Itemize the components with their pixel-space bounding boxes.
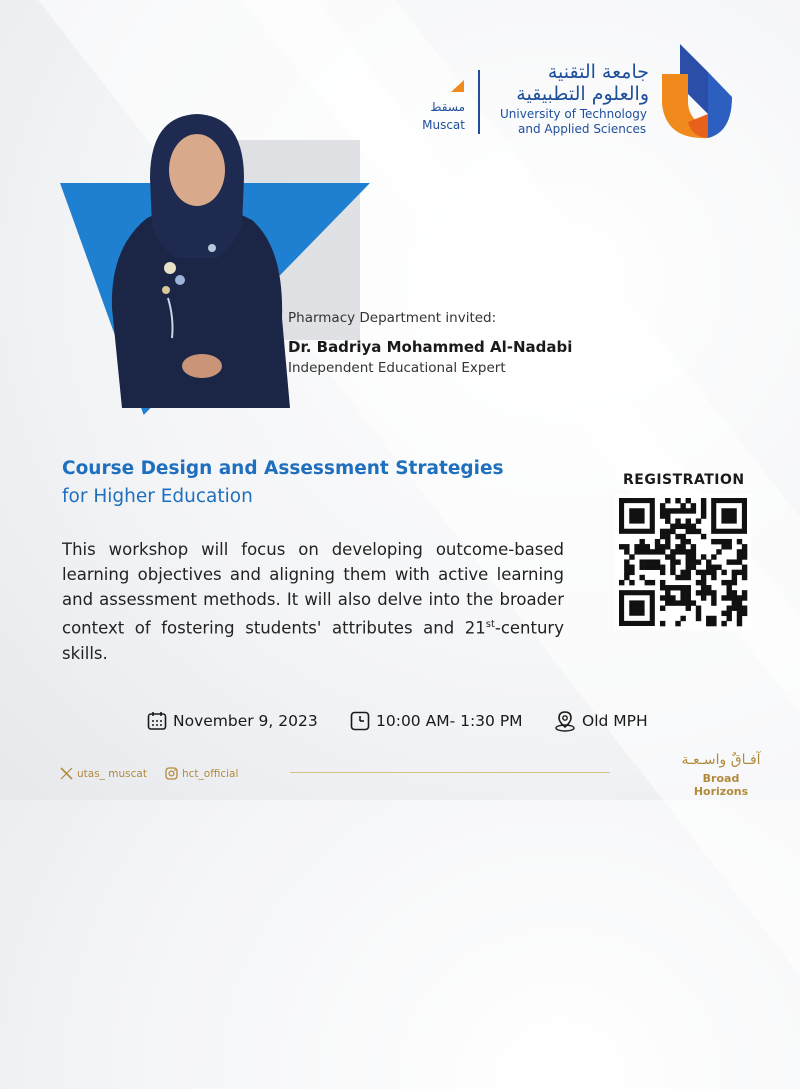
campus-name-english: Muscat (422, 118, 465, 132)
workshop-description: This workshop will focus on developing outcome-based learning objectives and aligning them with active learning and assessment methods. It will also delve into the broader context of fostering students' attributes and 21st-century skills. (62, 540, 564, 663)
event-location-text: Old MPH (582, 712, 648, 730)
event-location (554, 710, 648, 732)
twitter-handle-link[interactable] (60, 767, 147, 780)
footer-divider (290, 772, 610, 773)
speaker-role: Independent Educational Expert (288, 360, 506, 376)
invited-by-text: Pharmacy Department invited: (288, 310, 497, 326)
clock-icon (350, 711, 370, 731)
x-twitter-icon (60, 767, 73, 780)
workshop-title: Course Design and Assessment Strategies (62, 458, 504, 479)
workshop-subtitle: for Higher Education (62, 486, 253, 507)
muscat-logo-mark (451, 80, 464, 92)
speaker-name: Dr. Badriya Mohammed Al-Nadabi (288, 338, 573, 356)
event-date-text: November 9, 2023 (173, 712, 318, 730)
campus-name-arabic: مسقط (430, 100, 465, 114)
header-divider (478, 70, 480, 134)
university-name-english-line2: and Applied Sciences (518, 122, 647, 136)
registration-label: REGISTRATION (623, 472, 745, 488)
twitter-handle: utas_ muscat (77, 767, 147, 780)
calendar-icon (147, 711, 167, 731)
speaker-photo (92, 108, 298, 408)
instagram-icon (165, 767, 178, 780)
university-logo (662, 42, 732, 142)
location-icon (554, 710, 576, 732)
brand-slogan-english: Broad Horizons (693, 772, 749, 798)
event-time (350, 710, 523, 732)
university-name-english-line1: University of Technology (500, 107, 647, 121)
university-name-arabic-line1: جامعة التقنية (547, 61, 649, 83)
registration-qr-code[interactable] (615, 494, 751, 630)
event-date (147, 710, 318, 732)
university-name-arabic-line2: والعلوم التطبيقية (516, 83, 649, 105)
brand-slogan-arabic: آفـاقٌ واسـعـة (681, 752, 761, 768)
instagram-handle: hct_official (182, 767, 239, 780)
instagram-handle-link[interactable] (165, 767, 238, 780)
event-time-text: 10:00 AM- 1:30 PM (376, 712, 523, 730)
